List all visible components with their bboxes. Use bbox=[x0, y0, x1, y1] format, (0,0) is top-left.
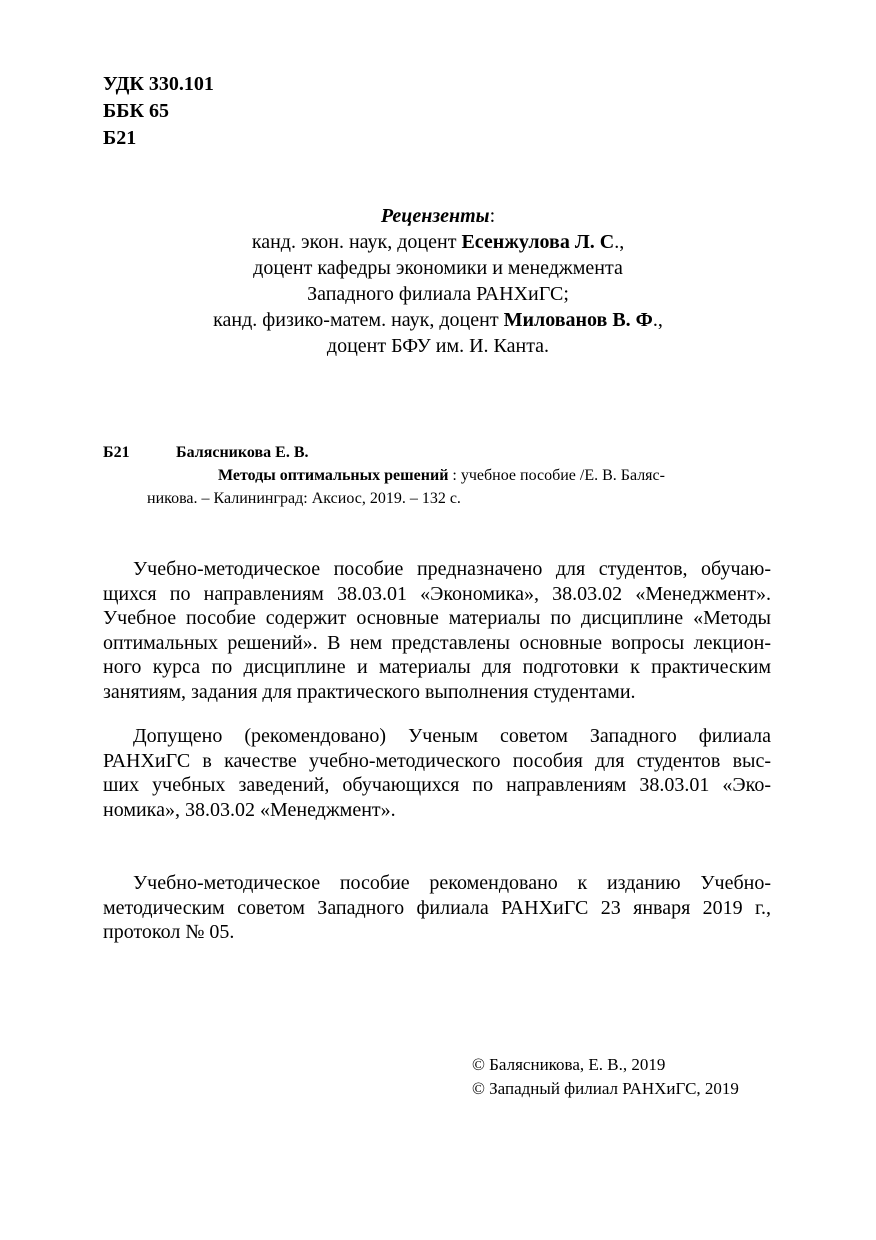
paragraph-line: Допущено (рекомендовано) Ученым советом Западного филиала bbox=[133, 725, 771, 747]
reviewer-1-line-2: доцент кафедры экономики и менеджмента bbox=[253, 257, 623, 279]
reviewer-2-suffix: ., bbox=[652, 309, 663, 331]
biblio-details-row: никова. – Калининград: Аксиос, 2019. – 132 с. bbox=[147, 490, 461, 507]
reviewer-1-line-1 bbox=[0, 229, 876, 255]
udk-code: УДК 330.101 bbox=[103, 73, 214, 95]
reviewer-2-line-1 bbox=[0, 307, 876, 333]
paragraph-line: Учебное пособие содержит основные материалы по дисциплине «Методы bbox=[103, 607, 771, 629]
reviewer-1-title: канд. экон. наук, доцент bbox=[251, 231, 462, 253]
copyright-block bbox=[472, 1053, 739, 1101]
biblio-code: Б21 bbox=[103, 444, 130, 461]
annotation-paragraph bbox=[103, 557, 771, 704]
paragraph-line: щихся по направлениям 38.03.01 «Экономика», 38.03.02 «Менеджмент». bbox=[103, 582, 771, 605]
reviewer-2-name: Милованов В. Ф bbox=[503, 309, 653, 331]
reviewer-1-suffix: ., bbox=[614, 231, 625, 253]
copyright-author: © Балясникова, Е. В., 2019 bbox=[472, 1055, 666, 1074]
classification-codes bbox=[103, 71, 214, 152]
paragraph-line: РАНХиГС в качестве учебно-методического пособия для студентов выс- bbox=[103, 749, 771, 772]
reviewer-1-name: Есенжулова Л. С bbox=[461, 231, 615, 253]
paragraph-line: Учебно-методическое пособие предназначено для студентов, обучаю- bbox=[133, 558, 771, 580]
paragraph-line: занятиям, задания для практического выполнения студентами. bbox=[103, 680, 636, 703]
reviewers-heading-line bbox=[0, 203, 876, 229]
approval-paragraph bbox=[103, 724, 771, 822]
paragraph-line: номика», 38.03.02 «Менеджмент». bbox=[103, 798, 396, 821]
copyright-institution: © Западный филиал РАНХиГС, 2019 bbox=[472, 1079, 739, 1098]
paragraph-line: ного курса по дисциплине и материалы для подготовки к практическим bbox=[103, 656, 771, 678]
biblio-author: Балясникова Е. В. bbox=[176, 444, 309, 461]
biblio-header-row bbox=[103, 441, 773, 464]
biblio-title: Методы оптимальных решений bbox=[218, 467, 449, 484]
reviewers-block bbox=[0, 203, 876, 359]
paragraph-line: протокол № 05. bbox=[103, 921, 235, 943]
paragraph-line: оптимальных решений». В нем представлены основные вопросы лекцион- bbox=[103, 631, 771, 654]
recommendation-paragraph bbox=[103, 871, 771, 945]
paragraph-line: методическим советом Западного филиала РАНХиГС 23 января 2019 г., bbox=[103, 896, 771, 919]
biblio-details-1: : учебное пособие /Е. В. Баляс- bbox=[448, 467, 665, 484]
reviewers-heading-colon: : bbox=[489, 205, 496, 227]
bbk-code: ББК 65 bbox=[103, 100, 169, 122]
bibliographic-record bbox=[103, 441, 773, 510]
paragraph-line: Учебно-методическое пособие рекомендовано к изданию Учебно- bbox=[133, 872, 771, 894]
paragraph-line: ших учебных заведений, обучающихся по направлениям 38.03.01 «Эко- bbox=[103, 774, 771, 796]
author-sign-code: Б21 bbox=[103, 127, 137, 149]
reviewer-2-title: канд. физико-матем. наук, доцент bbox=[213, 309, 504, 331]
reviewers-heading: Рецензенты bbox=[380, 205, 490, 227]
reviewer-1-line-3: Западного филиала РАНХиГС; bbox=[307, 283, 569, 305]
reviewer-2-line-2: доцент БФУ им. И. Канта. bbox=[326, 335, 550, 357]
biblio-title-row bbox=[103, 464, 773, 487]
